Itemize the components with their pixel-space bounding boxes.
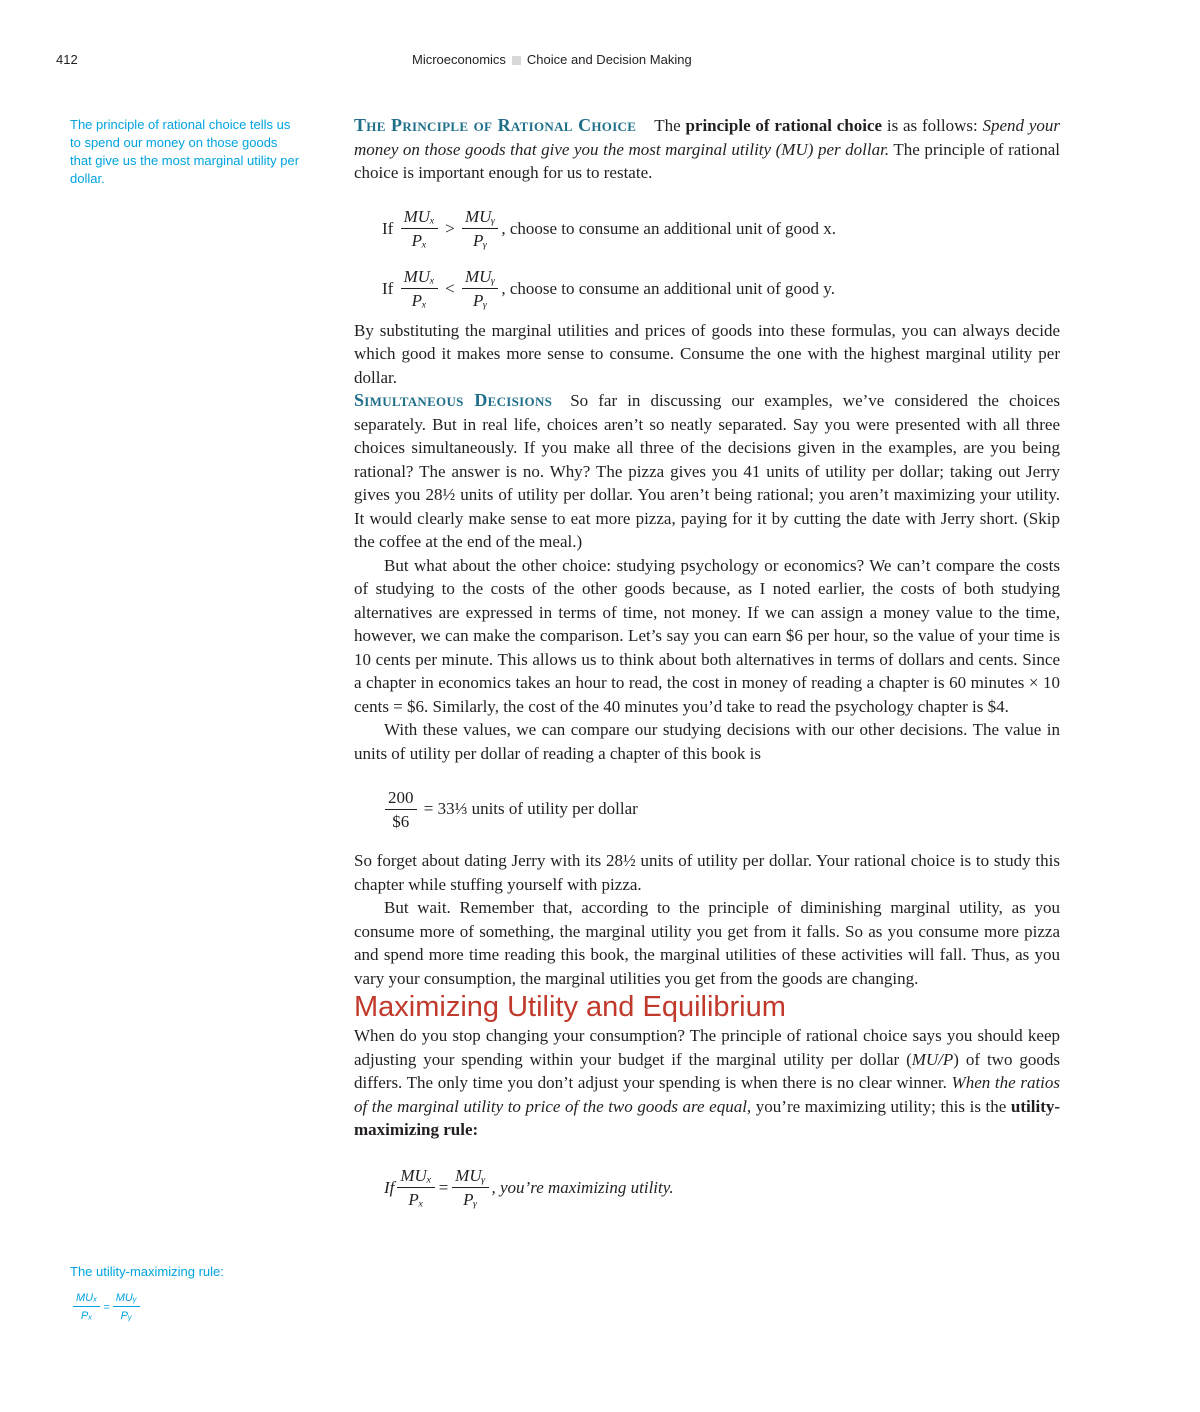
page-number: 412 xyxy=(56,52,78,67)
section-heading: Maximizing Utility and Equilibrium xyxy=(354,991,786,1023)
running-head xyxy=(412,52,692,67)
mu-y: MUᵧ xyxy=(452,1165,488,1188)
jerry-paragraph: So forget about dating Jerry with its 28½ units of utility per dollar. Your rational choice is to study this chapter while stuffing yourself with pizza. xyxy=(354,851,1060,894)
eq-operator: < xyxy=(445,278,455,298)
equilibrium-paragraph xyxy=(354,1024,1060,1142)
simultaneous-paragraph xyxy=(354,389,1060,554)
principle-statement: Spend your money on those goods that give you the most marginal utility (MU) per dollar. xyxy=(354,116,1060,159)
margin-fraction-y xyxy=(113,1290,140,1325)
text: is as follows: xyxy=(886,116,978,135)
equation-utility-per-dollar xyxy=(354,779,1060,839)
eq-tail: , choose to consume an additional unit of good y. xyxy=(501,278,835,298)
p-y: Pᵧ xyxy=(472,231,488,251)
fraction-muy-py xyxy=(462,266,498,313)
runin-heading-rational-choice: The Principle of Rational Choice xyxy=(354,115,637,135)
margin-note-formula xyxy=(70,1290,143,1325)
mu-x: MUₓ xyxy=(397,1165,434,1188)
mu-over-p: MU/P xyxy=(911,1049,954,1069)
fraction-muy-py xyxy=(462,206,498,253)
runin-heading-simultaneous: Simultaneous Decisions xyxy=(354,390,553,410)
mu-y: MUᵧ xyxy=(462,206,498,229)
p-y: Pᵧ xyxy=(472,291,488,311)
p-x: Pₓ xyxy=(408,1190,424,1210)
equal-ratios-statement: When the ratios of the marginal utility to price of the two goods are equal, xyxy=(354,1073,1061,1116)
main-content xyxy=(354,114,1060,1218)
text: The xyxy=(654,116,681,135)
running-head-book: Microeconomics xyxy=(412,52,506,67)
margin-p-y: Pᵧ xyxy=(120,1310,132,1322)
fraction-200-6 xyxy=(385,787,417,834)
mu-x: MUₓ xyxy=(401,206,438,229)
margin-equals: = xyxy=(103,1301,110,1314)
text: So far in discussing our examples, we’ve considered the choices separately. But in real life, choices aren’t so neatly separated. Say you were presented with all three choices simultaneously. If you make all three of the decisions given in the examples, are you being rational? The answer is no. Why? The pizza gives you 41 units of utility per dollar; taking out Jerry gives you 28½ units of utility per dollar. You aren’t being rational; you aren’t maximizing your utility. It would clearly make sense to eat more pizza, paying for it by cutting the date with Jerry short. (Skip the coffee at the end of the meal.) xyxy=(354,391,1061,551)
eq-numerator: 200 xyxy=(385,787,417,810)
margin-mu-x: MUₓ xyxy=(73,1290,100,1307)
eq-denominator: $6 xyxy=(392,811,410,831)
substitution-paragraph: By substituting the marginal utilities and prices of goods into these formulas, you can always decide which good it makes more sense to consume. Consume the one with the highest marginal utility per dollar. xyxy=(354,320,1060,387)
eq-result: = 33⅓ units of utility per dollar xyxy=(423,799,638,818)
diminishing-paragraph: But wait. Remember that, according to the principle of diminishing marginal utility, as you consume more of something, the marginal utility you get from it falls. So as you consume more pizza and spend more time reading this book, the marginal utilities of these activities will fall. Thus, as you vary your consumption, the marginal utilities you get from the goods are changing. xyxy=(354,898,1060,988)
values-paragraph: With these values, we can compare our studying decisions with our other decisions. The value in units of utility per dollar of reading a chapter of this book is xyxy=(354,720,1060,763)
fraction-mux-px xyxy=(401,266,438,313)
eq-tail: , choose to consume an additional unit of good x. xyxy=(501,218,837,238)
rational-choice-paragraph xyxy=(354,114,1060,185)
fraction-mux-px xyxy=(401,206,438,253)
eq-operator: = xyxy=(437,1177,450,1197)
margin-note-rational-choice: The principle of rational choice tells us to spend our money on those goods that give us the most marginal utility per dollar. xyxy=(70,117,300,186)
text: ) of two goods differs. The only time you don’t adjust your spending is when there is no clear winner. xyxy=(354,1049,1060,1092)
fraction-muy-py xyxy=(452,1165,488,1212)
margin-note-utility-rule: The utility-maximizing rule: xyxy=(70,1264,224,1279)
eq-if: If xyxy=(384,1177,395,1197)
mu-x: MUₓ xyxy=(401,266,438,289)
p-x: Pₓ xyxy=(411,291,427,311)
studying-paragraph: But what about the other choice: studying psychology or economics? We can’t compare the costs of studying to the costs of the other goods because, as I noted earlier, the costs of both studying alternatives are expressed in terms of time, not money. If we can assign a money value to the time, however, we can make the comparison. Let’s say you can earn $6 per hour, so the value of your time is 10 cents per minute. This allows us to think about both alternatives in terms of dollars and cents. Since a chapter in economics takes an hour to read, the cost in money of reading a chapter is 60 minutes × 10 cents = $6. Similarly, the cost of the 40 minutes you’d take to read the psychology chapter is $4. xyxy=(354,555,1060,716)
p-y: Pᵧ xyxy=(463,1190,478,1210)
equation-less xyxy=(354,259,1060,319)
eq-tail: , you’re maximizing utility. xyxy=(491,1177,674,1197)
margin-mu-y: MUᵧ xyxy=(113,1290,140,1307)
equation-greater xyxy=(354,199,1060,259)
text: you’re maximizing utility; this is the xyxy=(755,1096,1007,1116)
eq-if: If xyxy=(382,278,394,298)
key-term-utility-rule: utility-maximizing rule: xyxy=(354,1096,1061,1139)
running-head-chapter: Choice and Decision Making xyxy=(526,52,692,67)
text: When do you stop changing your consumption? The principle of rational choice says you should keep adjusting your spending within your budget if the marginal utility per dollar ( xyxy=(354,1026,1060,1069)
p-x: Pₓ xyxy=(411,231,427,251)
margin-p-x: Pₓ xyxy=(80,1310,93,1322)
text: The principle of rational choice is important enough for us to restate. xyxy=(354,139,1060,182)
eq-operator: > xyxy=(445,218,455,238)
mu-y: MUᵧ xyxy=(462,266,498,289)
fraction-mux-px xyxy=(397,1165,434,1212)
eq-if: If xyxy=(382,218,394,238)
margin-fraction-x xyxy=(73,1290,100,1325)
separator-square xyxy=(512,56,521,65)
key-term-principle: principle of rational choice xyxy=(685,116,883,135)
equation-utility-rule xyxy=(354,1158,1060,1218)
